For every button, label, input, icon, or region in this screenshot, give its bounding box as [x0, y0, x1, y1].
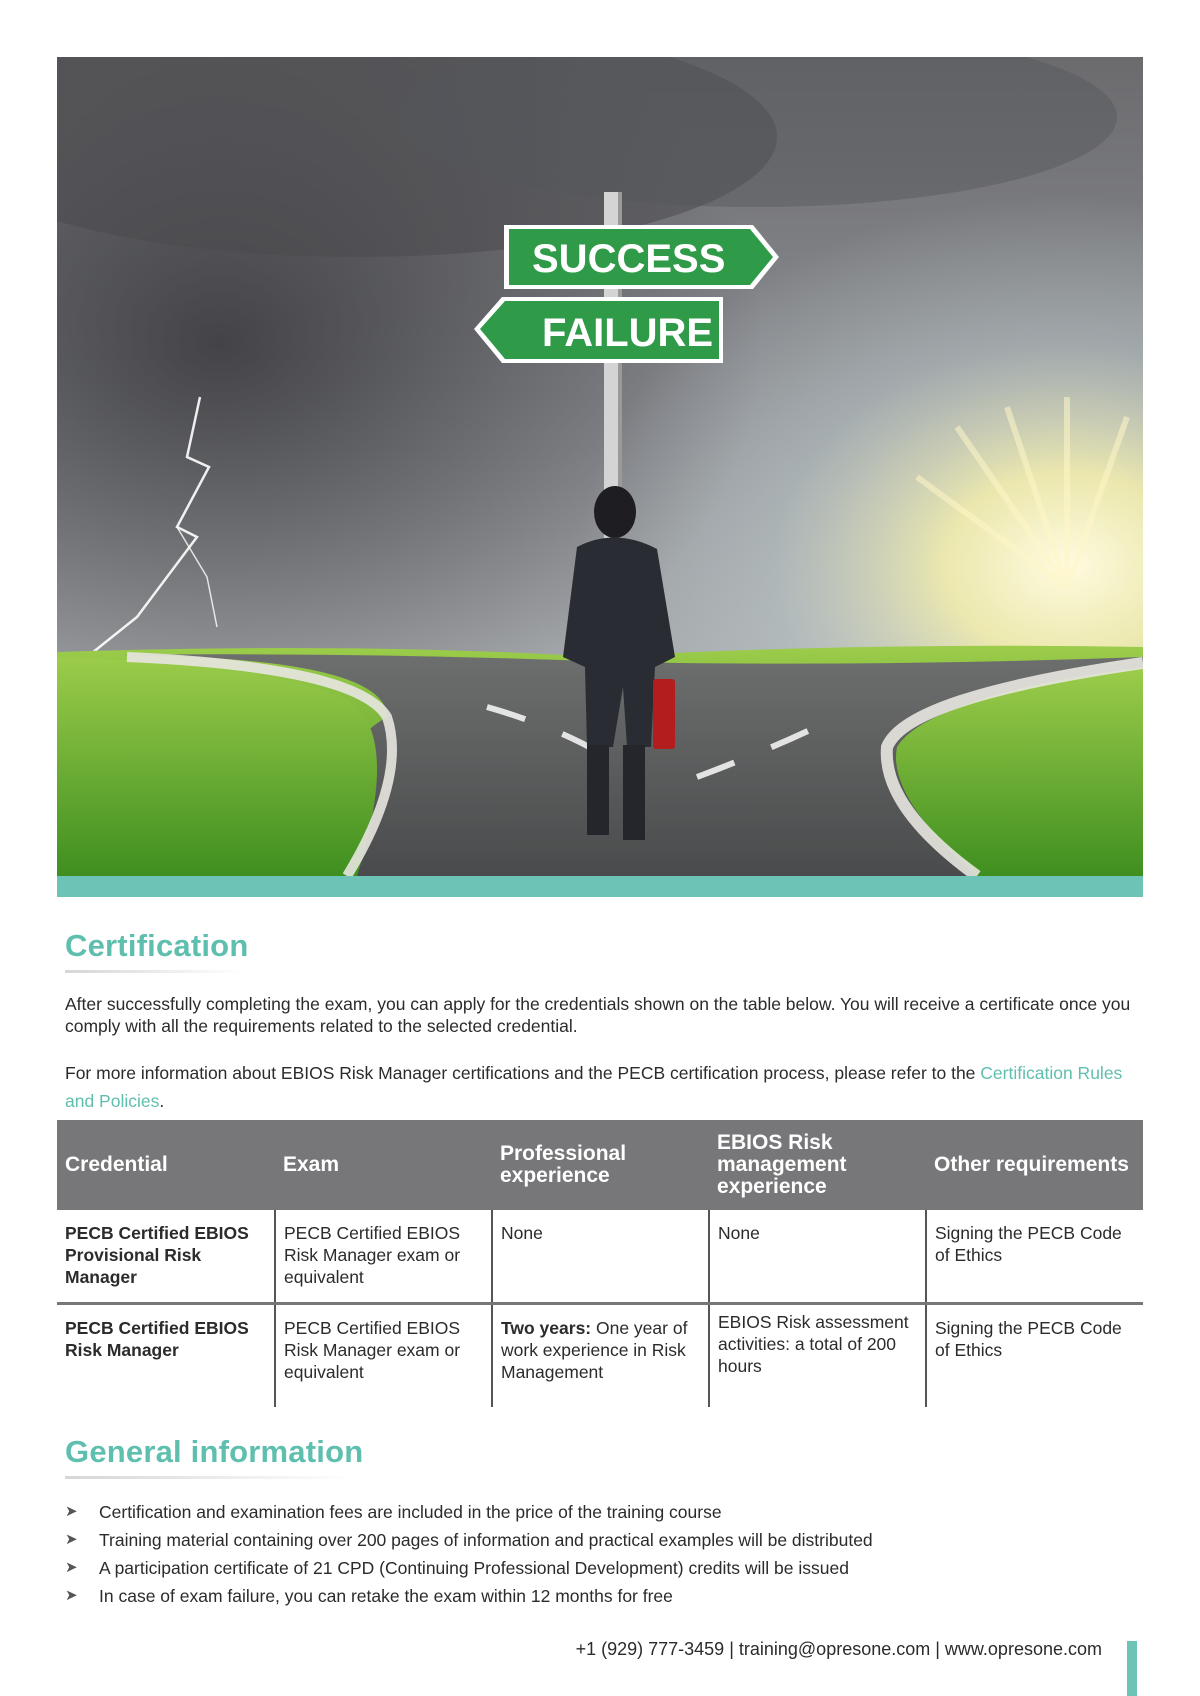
certification-paragraph-2-text: For more information about EBIOS Risk Manager certifications and the PECB certification process, please refer to the [65, 1063, 976, 1083]
general-information-heading: General information [65, 1434, 364, 1469]
certification-rules-link[interactable]: Certification Rules and Policies [65, 1063, 1123, 1111]
credentials-table [57, 1120, 1143, 1407]
arrowhead-icon: ➤ [65, 1531, 78, 1548]
footer-contact: +1 (929) 777-3459 | training@opresone.com | www.opresone.com [575, 1639, 1102, 1659]
table-row [57, 1210, 1143, 1304]
list-item [65, 1498, 873, 1526]
cell-ebios-experience: None [709, 1210, 926, 1304]
cell-professional-text: None [501, 1223, 543, 1243]
cell-credential: PECB Certified EBIOS Provisional Risk Manager [57, 1210, 275, 1304]
list-item-text: In case of exam failure, you can retake the exam within 12 months for free [99, 1586, 673, 1606]
cell-professional-experience [492, 1304, 709, 1408]
sign-failure-text: FAILURE [542, 311, 714, 355]
cell-exam: PECB Certified EBIOS Risk Manager exam or equivalent [275, 1210, 492, 1304]
general-heading-underline [65, 1476, 355, 1479]
certification-heading-underline [65, 970, 245, 973]
sign-success-text: SUCCESS [532, 237, 726, 281]
arrowhead-icon: ➤ [65, 1587, 78, 1604]
cell-other-requirements: Signing the PECB Code of Ethics [926, 1304, 1143, 1408]
cell-professional-experience [492, 1210, 709, 1304]
list-item-text: Certification and examination fees are included in the price of the training course [99, 1502, 722, 1522]
hero-image [57, 57, 1143, 876]
hero-band [57, 876, 1143, 897]
table-header-row [57, 1120, 1143, 1210]
header-ebios-experience: EBIOS Risk management experience [709, 1120, 926, 1210]
certification-paragraph-1: After successfully completing the exam, you can apply for the credentials shown on the table below. You will receive a certificate once you comply with all the requirements related to the selected credential. [65, 994, 1131, 1036]
general-information-list [65, 1498, 873, 1610]
certification-paragraph-2 [65, 1059, 1140, 1115]
list-item-text: Training material containing over 200 pages of information and practical examples will be distributed [99, 1530, 873, 1550]
cell-credential: PECB Certified EBIOS Risk Manager [65, 1318, 249, 1360]
cell-professional-bold: Two years: [501, 1318, 592, 1338]
list-item [65, 1582, 873, 1610]
footer-accent-bar [1127, 1641, 1137, 1696]
list-item [65, 1526, 873, 1554]
arrowhead-icon: ➤ [65, 1503, 78, 1520]
cell-professional-text: One year of work experience in Risk Management [501, 1318, 688, 1382]
header-exam: Exam [275, 1120, 492, 1210]
header-other-requirements: Other requirements [926, 1120, 1143, 1210]
cell-other-requirements: Signing the PECB Code of Ethics [926, 1210, 1143, 1304]
list-item [65, 1554, 873, 1582]
cell-ebios-experience: EBIOS Risk assessment activities: a total of 200 hours [709, 1304, 926, 1408]
list-item-text: A participation certificate of 21 CPD (Continuing Professional Development) credits will be issued [99, 1558, 849, 1578]
header-credential: Credential [57, 1120, 275, 1210]
certification-paragraph-2-end: . [159, 1091, 165, 1111]
arrowhead-icon: ➤ [65, 1559, 78, 1576]
table-row [57, 1304, 1143, 1408]
cell-exam: PECB Certified EBIOS Risk Manager exam or equivalent [275, 1304, 492, 1408]
certification-heading: Certification [65, 928, 249, 963]
header-professional-experience: Professional experience [492, 1120, 709, 1210]
